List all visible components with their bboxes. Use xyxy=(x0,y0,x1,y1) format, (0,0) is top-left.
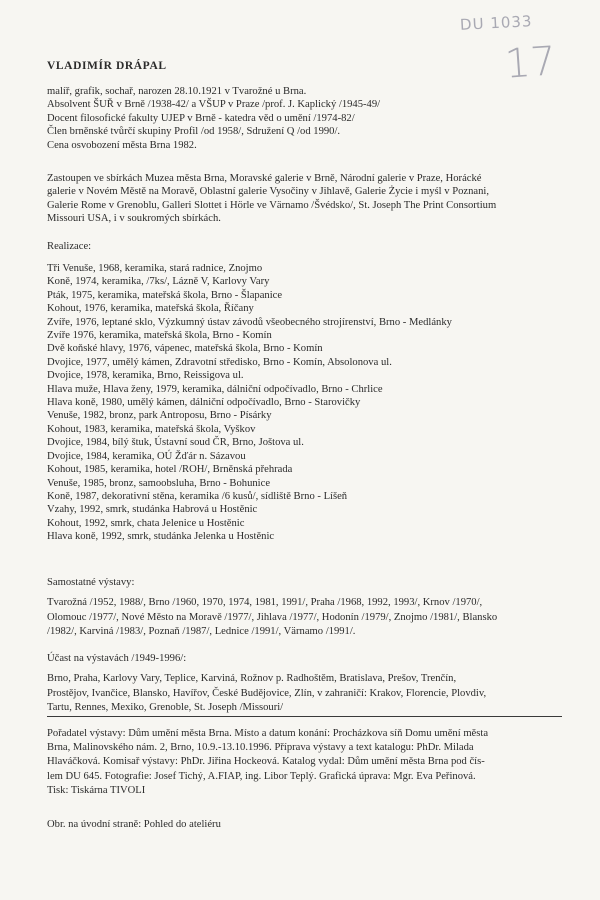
bio-line: Absolvent ŠUŘ v Brně /1938-42/ a VŠUP v Praze /prof. J. Kaplický /1945-49/ xyxy=(47,99,381,111)
collections-line: galerie v Novém Městě na Moravě, Oblastní galerie Vysočiny v Jihlavě, Galerie Życie i myśl v Poznani, xyxy=(47,186,489,198)
imprint-line: lem DU 645. Fotografie: Josef Tichý, A.FIAP, ing. Libor Teplý. Grafická úprava: Mgr. Eva Peřinová. xyxy=(47,770,476,782)
realizace-item: Koně, 1974, keramika, /7ks/, Lázně V, Karlovy Vary xyxy=(47,276,270,288)
realizace-item: Dvě koňské hlavy, 1976, vápenec, mateřská škola, Brno - Komín xyxy=(47,343,323,355)
realizace-item: Hlava muže, Hlava ženy, 1979, keramika, dálniční odpočívadlo, Brno - Chrlice xyxy=(47,383,383,395)
realizace-item: Koně, 1987, dekorativní stěna, keramika /6 kusů/, sídliště Brno - Líšeň xyxy=(47,490,348,502)
realizace-item: Venuše, 1985, bronz, samoobsluha, Brno - Bohunice xyxy=(47,477,271,489)
solo-exhibitions-line: Tvarožná /1952, 1988/, Brno /1960, 1970, 1974, 1981, 1991/, Praha /1968, 1992, 1993/, Krnov /1970/, xyxy=(47,597,483,608)
realizace-item: Zvíře, 1976, leptané sklo, Výzkumný ústav závodů všeobecného strojírenství, Brno - Medlánky xyxy=(47,316,452,328)
realizace-item: Dvojice, 1977, umělý kámen, Zdravotní středisko, Brno - Komín, Absolonova ul. xyxy=(47,356,392,368)
bio-line: malíř, grafik, sochař, narozen 28.10.1921 v Tvarožné u Brna. xyxy=(47,86,307,97)
group-exhibitions-line: Prostějov, Ivančice, Blansko, Havířov, České Budějovice, Zlín, v zahraničí: Krakov, Florencie, Plovdiv, xyxy=(47,687,487,699)
bio-line: Cena osvobození města Brna 1982. xyxy=(47,139,197,151)
realizace-item: Kohout, 1985, keramika, hotel /ROH/, Brněnská přehrada xyxy=(47,464,293,476)
collections-section xyxy=(47,172,562,226)
solo-exhibitions-line: /1982/, Karviná /1983/, Poznaň /1987/, Lednice /1991/, Värnamo /1991/. xyxy=(47,626,356,638)
realizace-item: Dvojice, 1984, bílý štuk, Ústavní soud ČR, Brno, Joštova ul. xyxy=(47,437,304,449)
realizace-list xyxy=(47,262,562,544)
realizace-item: Pták, 1975, keramika, mateřská škola, Brno - Šlapanice xyxy=(47,289,283,301)
section-divider xyxy=(47,716,562,717)
realizace-item: Hlava koně, 1980, umělý kámen, dálniční odpočívadlo, Brno - Starovičky xyxy=(47,397,361,409)
imprint-line: Tisk: Tiskárna TIVOLI xyxy=(47,784,146,796)
collections-line: Zastoupen ve sbírkách Muzea města Brna, Moravské galerie v Brně, Národní galerie v Praze, Horácké xyxy=(47,173,482,184)
realizace-item: Dvojice, 1984, keramika, OÚ Žďár n. Sázavou xyxy=(47,450,246,462)
solo-exhibitions-line: Olomouc /1977/, Nové Město na Moravě /1977/, Jihlava /1977/, Hodonín /1979/, Znojmo /1981/, Blansko xyxy=(47,611,498,623)
group-exhibitions-line: Brno, Praha, Karlovy Vary, Teplice, Karviná, Rožnov p. Radhoštěm, Bratislava, Prešov, Trenčín, xyxy=(47,673,457,684)
cover-image-note: Obr. na úvodní straně: Pohled do ateliéru xyxy=(47,819,221,830)
solo-exhibitions-heading: Samostatné výstavy: xyxy=(47,577,135,588)
handwritten-archive-code: DU 1033 xyxy=(459,12,533,34)
collections-line: Missouri USA, i v soukromých sbírkách. xyxy=(47,213,221,225)
realizace-item: Kohout, 1983, keramika, mateřská škola, Vyškov xyxy=(47,423,256,435)
group-exhibitions-heading: Účast na výstavách /1949-1996/: xyxy=(47,653,187,664)
realizace-item: Kohout, 1976, keramika, mateřská škola, Říčany xyxy=(47,303,254,315)
artist-name-heading: VLADIMÍR DRÁPAL xyxy=(47,60,167,72)
imprint-section xyxy=(47,727,562,798)
solo-exhibitions-list xyxy=(47,596,562,640)
collections-line: Galerie Rome v Grenoblu, Galleri Slottet i Hörle ve Värnamo /Švédsko/, St. Joseph The Print Consortium xyxy=(47,199,497,211)
biography-section xyxy=(47,85,562,152)
imprint-line: Hlaváčková. Komisař výstavy: PhDr. Jiřina Hockeová. Katalog vydal: Dům umění města Brna pod čís- xyxy=(47,756,485,768)
group-exhibitions-list xyxy=(47,672,562,716)
imprint-line: Pořadatel výstavy: Dům umění města Brna. Místo a datum konání: Procházkova síň Domu umění města xyxy=(47,728,489,739)
realizace-item: Dvojice, 1978, keramika, Brno, Reissigova ul. xyxy=(47,370,244,382)
realizace-heading: Realizace: xyxy=(47,241,92,252)
handwritten-page-number: 17 xyxy=(503,38,558,88)
bio-line: Docent filosofické fakulty UJEP v Brně - katedra věd o umění /1974-82/ xyxy=(47,112,355,124)
realizace-item: Zvíře 1976, keramika, mateřská škola, Brno - Komín xyxy=(47,330,272,342)
realizace-item: Venuše, 1982, bronz, park Antroposu, Brno - Písárky xyxy=(47,410,272,422)
group-exhibitions-line: Tartu, Rennes, Mexiko, Grenoble, St. Joseph /Missouri/ xyxy=(47,702,284,714)
realizace-item: Hlava koně, 1992, smrk, studánka Jelenka u Hostěnic xyxy=(47,531,275,543)
realizace-item: Kohout, 1992, smrk, chata Jelenice u Hostěnic xyxy=(47,517,245,529)
imprint-line: Brna, Malinovského nám. 2, Brno, 10.9.-13.10.1996. Příprava výstavy a text katalogu: PhDr. Milada xyxy=(47,742,474,754)
realizace-item: Tři Venuše, 1968, keramika, stará radnice, Znojmo xyxy=(47,263,263,274)
bio-line: Člen brněnské tvůrčí skupiny Profil /od 1958/, Sdružení Q /od 1990/. xyxy=(47,126,341,138)
realizace-item: Vzahy, 1992, smrk, studánka Habrová u Hostěnic xyxy=(47,504,258,516)
